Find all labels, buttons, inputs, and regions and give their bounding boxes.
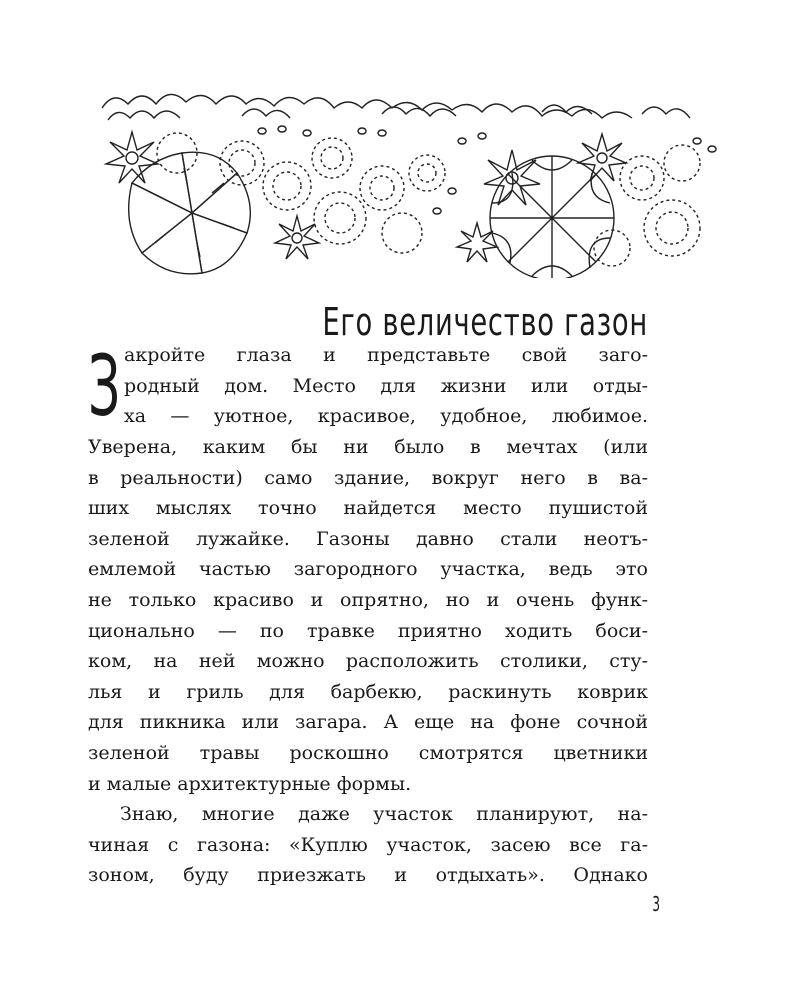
text-line: зоном, буду приезжать и отдыхать». Однако (88, 864, 648, 887)
text-line: лья и гриль для барбекю, раскинуть коврик (88, 680, 648, 703)
text-line: родный дом. Место для жизни или отды- (124, 374, 648, 397)
drop-cap: З (88, 337, 121, 435)
chapter-title: Его величество газон (322, 300, 648, 344)
text-line: зеленой травы роскошно смотрятся цветники (88, 741, 648, 764)
text-line: емлемой частью загородного участка, ведь это (88, 558, 648, 581)
text-line: для пикника или загара. А еще на фоне сочной (88, 711, 648, 734)
text-line: и малые архитектурные формы. (88, 772, 412, 795)
text-line: не только красиво и опрятно, но и очень функ- (88, 588, 648, 611)
body-text (88, 337, 648, 891)
first-lines (88, 337, 648, 435)
page-number: 3 (652, 892, 660, 916)
text-line: акройте глаза и представьте свой заго- (124, 344, 648, 366)
text-line: Знаю, многие даже участок планируют, на- (120, 803, 648, 826)
text-line: ционально — по травке приятно ходить боси- (88, 619, 648, 642)
text-line: ком, на ней можно расположить столики, сту- (88, 650, 648, 673)
floral-garden-plan-illustration (82, 68, 722, 278)
dropcap-lines (124, 340, 648, 432)
text-line: в реальности) само здание, вокруг него в ва- (88, 466, 648, 489)
text-line: ших мыслях точно найдется место пушистой (88, 497, 648, 520)
text-line: Уверена, каким бы ни было в мечтах (или (88, 436, 648, 458)
text-line: чиная с газона: «Куплю участок, засею все га- (88, 833, 648, 856)
text-line: зеленой лужайке. Газоны давно стали неотъ- (88, 527, 648, 550)
text-line: ха — уютное, красивое, удобное, любимое. (124, 405, 648, 428)
